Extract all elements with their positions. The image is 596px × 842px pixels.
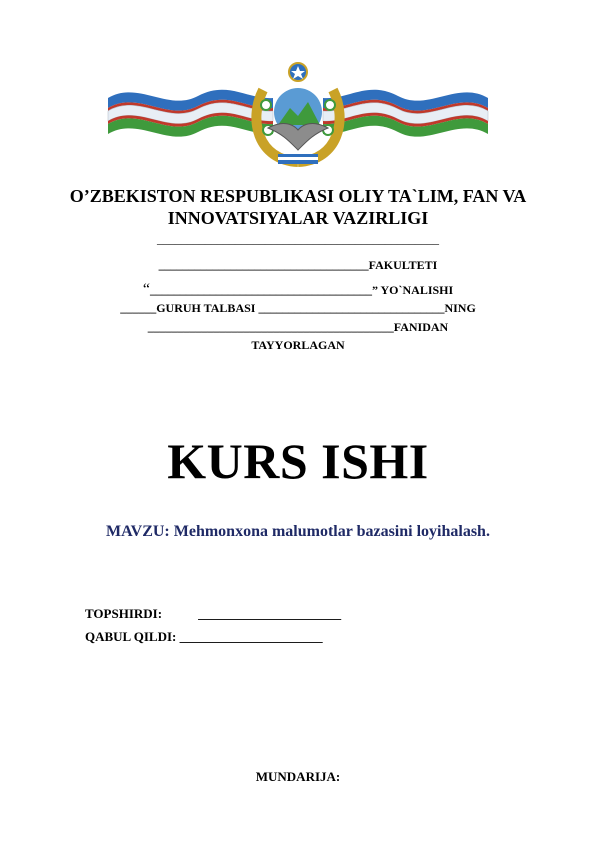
- state-emblem: [0, 50, 596, 168]
- subject-line: _________________________________________FANIDAN: [147, 320, 449, 334]
- left-flag-ribbon: [108, 90, 273, 137]
- direction-open-quote: “: [142, 281, 150, 298]
- submitted-row: [85, 606, 341, 622]
- accepted-signature-line: ______________________: [179, 629, 323, 644]
- topic-line: MAVZU: Mehmonxona malumotlar bazasini loyihalash.: [106, 523, 490, 540]
- ministry-line-1: O’ZBEKISTON RESPUBLIKASI OLIY TA`LIM, FAN VA: [69, 186, 527, 206]
- emblem-image: [98, 50, 498, 168]
- faculty-line: ___________________________________FAKULTETI: [158, 258, 438, 272]
- submitted-signature-line: ______________________: [198, 606, 342, 621]
- right-flag-ribbon: [323, 90, 488, 137]
- direction-close: ” YO`NALISHI: [371, 283, 454, 297]
- accepted-label: QABUL QILDI:: [85, 629, 177, 644]
- prepared-line: TAYYORLAGAN: [251, 338, 345, 352]
- accepted-row: [85, 629, 323, 645]
- direction-blank: _____________________________________: [149, 283, 372, 297]
- blank-line: _______________________________________________: [157, 232, 439, 246]
- ministry-title: [0, 185, 596, 229]
- contents-heading: MUNDARIJA:: [255, 769, 341, 784]
- submitted-label: TOPSHIRDI:: [85, 606, 163, 621]
- document-title: KURS ISHI: [167, 433, 429, 489]
- group-student-line: ______GURUH TALBASI _______________________________NING: [120, 301, 476, 315]
- direction-line: [0, 281, 596, 299]
- ministry-line-2: INNOVATSIYALAR VAZIRLIGI: [167, 208, 429, 228]
